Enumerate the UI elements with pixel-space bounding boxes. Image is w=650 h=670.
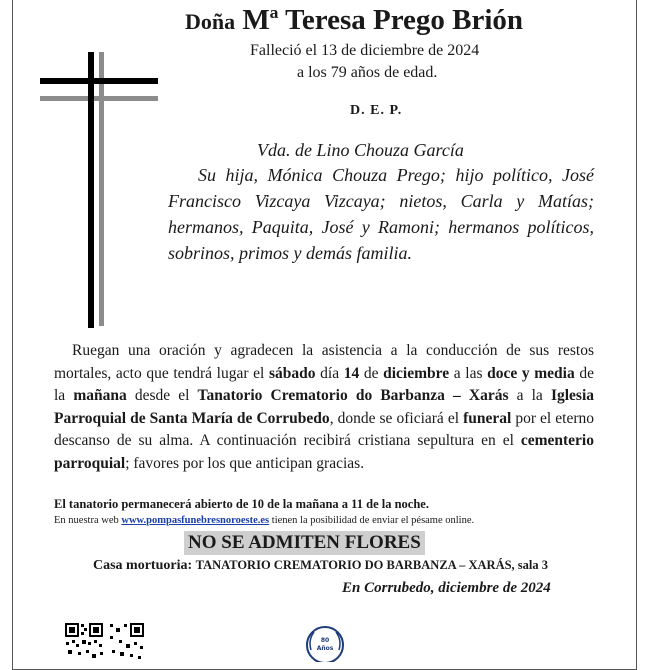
family-paragraph: Su hija, Mónica Chouza Prego; hijo político, José Francisco Vizcaya Vizcaya; nietos, Carla y Matías; hermanos, Paquita, José y Ramoni; hermanos políticos, sobrinos, primos y demás familia. xyxy=(168,165,594,263)
death-date: Falleció el 13 de diciembre de 2024 xyxy=(250,42,480,59)
anniversary-seal-icon xyxy=(302,622,348,662)
opening-hours-note: El tanatorio permanecerá abierto de 10 de la mañana a 11 de la noche. xyxy=(54,497,429,511)
widow-line: Vda. de Lino Chouza García xyxy=(257,140,464,160)
no-flowers-banner: NO SE ADMITEN FLORES xyxy=(184,531,425,555)
mortuary-label: Casa mortuoria: xyxy=(93,558,193,573)
name-prefix: Doña xyxy=(185,9,236,34)
place-date: En Corrubedo, diciembre de 2024 xyxy=(342,580,551,596)
name-text: Mª Teresa Prego Brión xyxy=(242,4,524,36)
mortuary-line xyxy=(93,558,548,574)
age-line: a los 79 años de edad. xyxy=(297,64,438,81)
seal-number: 80 xyxy=(320,637,330,644)
web-note: En nuestra web www.pompasfunebresnoroeste.es tienen la posibilidad de enviar el pésame online. xyxy=(54,515,475,526)
mortuary-value: TANATORIO CREMATORIO DO BARBANZA – XARÁS, sala 3 xyxy=(195,558,549,572)
qr-code-icon xyxy=(64,622,146,662)
website-link[interactable]: www.pompasfunebresnoroeste.es xyxy=(121,515,270,526)
ceremony-paragraph: Ruegan una oración y agradecen la asistencia a la conducción de sus restos mortales, acto que tendrá lugar el sábado día 14 de diciembre a las doce y media de la mañana desde el Tanatorio Crematorio do Barbanza – Xarás a la Iglesia Parroquial de Santa María de Corrubedo, donde se oficiará el funeral por el eterno descanso de su alma. A continuación recibirá cristiana sepultura en el cementerio parroquial; favores por los que anticipan gracias. xyxy=(54,342,594,472)
deceased-name xyxy=(185,4,523,37)
seal-word: Años xyxy=(316,645,334,652)
rip-label: D. E. P. xyxy=(350,103,403,118)
